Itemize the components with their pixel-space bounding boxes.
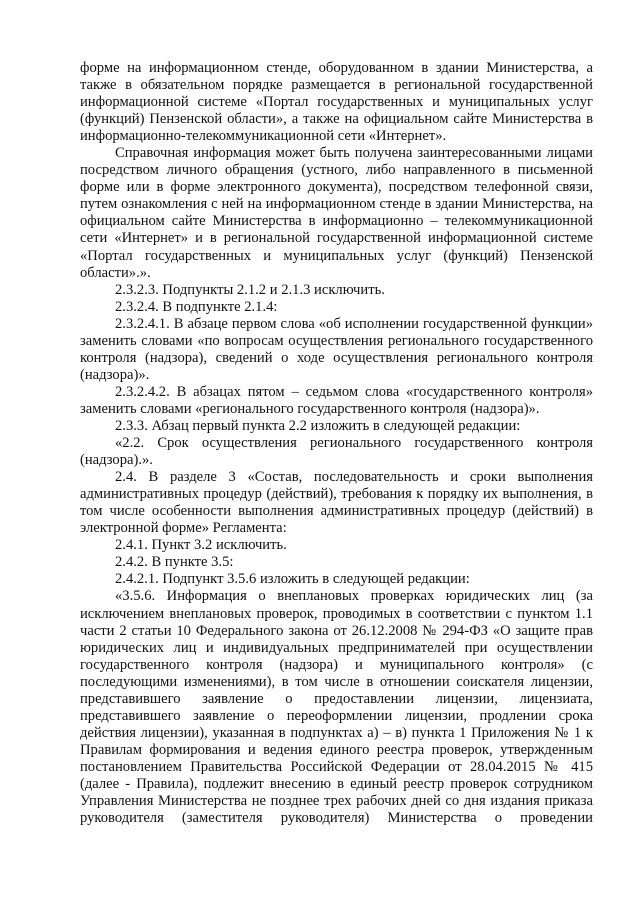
- document-paragraph: 2.4.1. Пункт 3.2 исключить.: [115, 537, 287, 554]
- document-paragraph: 2.4.2.1. Подпункт 3.5.6 изложить в следующей редакции:: [115, 571, 470, 588]
- document-paragraph: 2.3.2.4.1. В абзаце первом слова «об исполнении государственной функции» заменить словами «по вопросам осуществления регионального государственного контроля (надзора), сведений о ходе осуществления регионального контроля (надзора)».: [80, 315, 593, 383]
- document-paragraph: «3.5.6. Информация о внеплановых проверках юридических лиц (за исключением внеплановых проверок, проводимых в соответствии с пунктом 1.1 части 2 статьи 10 Федерального закона от 26.12.2008 № 294-ФЗ «О защите прав юридических лиц и индивидуальных предпринимателей при осуществлении государственного контроля (надзора) и муниципального контроля» (с последующими изменениями), в том числе в отношении соискателя лицензии, представившего заявление о предоставлении лицензии, лицензиата, представившего заявление о переоформлении лицензии, продлении срока действия лицензии), указанная в подпунктах а) – в) пункта 1 Приложения № 1 к Правилам формирования и ведения единого реестра проверок, утвержденным постановлением Правительства Российской Федерации от 28.04.2015 № 415 (далее - Правила), подлежит внесению в единый реестр проверок сотрудником Управления Министерства не позднее трех рабочих дней со дня издания приказа руководителя (заместителя руководителя) Министерства о проведении: [80, 588, 593, 827]
- document-paragraph: «2.2. Срок осуществления регионального государственного контроля (надзора).».: [80, 435, 593, 469]
- document-paragraph: 2.3.2.4.2. В абзацах пятом – седьмом слова «государственного контроля» заменить словами «регионального государственного контроля (надзора)».: [80, 383, 593, 417]
- document-page: [80, 60, 593, 827]
- document-paragraph: Справочная информация может быть получена заинтересованными лицами посредством личного обращения (устного, либо направленного в письменной форме или в форме электронного документа), посредством телефонной связи, путем ознакомления с ней на информационном стенде в здании Министерства, на официальном сайте Министерства в информационно – телекоммуникационной сети «Интернет» и в региональной государственной информационной системе «Портал государственных и муниципальных услуг (функций) Пензенской области».».: [80, 145, 593, 281]
- document-paragraph: форме на информационном стенде, оборудованном в здании Министерства, а также в обязательном порядке размещается в региональной государственной информационной системе «Портал государственных и муниципальных услуг (функций) Пензенской области», а также на официальном сайте Министерства в информационно-телекоммуникационной сети «Интернет».: [80, 60, 593, 145]
- document-paragraph: 2.3.2.4. В подпункте 2.1.4:: [115, 298, 278, 315]
- document-paragraph: 2.3.2.3. Подпункты 2.1.2 и 2.1.3 исключить.: [115, 281, 385, 298]
- document-paragraph: 2.3.3. Абзац первый пункта 2.2 изложить в следующей редакции:: [115, 417, 521, 434]
- document-paragraph: 2.4. В разделе 3 «Состав, последовательность и сроки выполнения административных процедур (действий), требования к порядку их выполнения, в том числе особенности выполнения административных процедур (действий) в электронной форме» Регламента:: [80, 469, 593, 537]
- document-paragraph: 2.4.2. В пункте 3.5:: [115, 554, 234, 571]
